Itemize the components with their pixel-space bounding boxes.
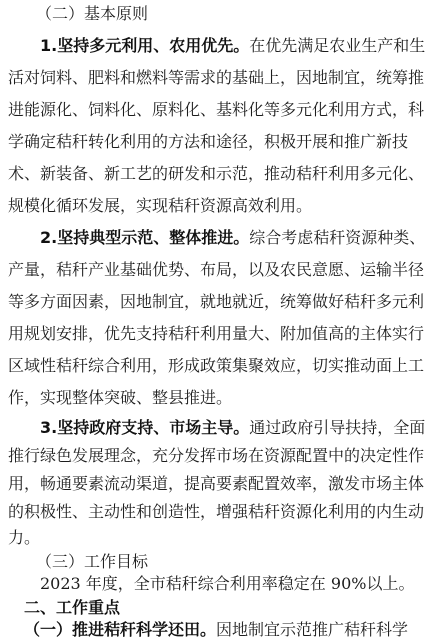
principle-1-line-3: 进能源化、饲料化、原料化、基料化等多元化利用方式，科 <box>8 100 425 119</box>
principle-3-line-1 <box>40 418 446 438</box>
principle-1-line-5: 术、新装备、新工艺的研发和示范，推动秸秆利用多元化、 <box>8 164 425 183</box>
section-heading-basic-principles: （二）基本原则 <box>36 4 149 23</box>
principle-1-line-4: 学确定秸秆转化利用的方法和途径，积极开展和推广新技 <box>8 132 409 151</box>
section-heading-goals: （三）工作目标 <box>36 552 446 572</box>
key-work-item-1 <box>24 620 446 640</box>
principle-1-title: 1.坚持多元利用、农用优先。 <box>40 36 250 55</box>
principle-2-line-5: 区域性秸秆综合利用，形成政策集聚效应，切实推动面上工 <box>8 356 425 375</box>
principle-3-line-4: 的积极性、主动性和创造性，增强秸秆资源化利用的内生动 <box>8 502 425 521</box>
principle-3-line-1-text: 通过政府引导扶持，全面 <box>249 418 426 437</box>
key-work-item-1-title: （一）推进秸秆科学还田。 <box>24 620 217 639</box>
principle-2-line-2: 产量，秸秆产业基础优势、布局，以及农民意愿、运输半径 <box>8 260 425 279</box>
principle-1-line-1-text: 在优先满足农业生产和生 <box>249 36 426 55</box>
principle-1-line-1 <box>40 36 446 56</box>
key-work-item-1-text: 因地制宜示范推广秸秆科学 <box>216 620 409 639</box>
section-heading-key-work: 二、工作重点 <box>24 598 121 617</box>
principle-2-line-6: 作，实现整体突破、整县推进。 <box>8 388 233 407</box>
principle-3-line-5: 力。 <box>8 528 41 547</box>
principle-3-title: 3.坚持政府支持、市场主导。 <box>40 418 250 437</box>
principle-2-line-4: 用规划安排，优先支持秸秆利用量大、附加值高的主体实行 <box>8 324 425 343</box>
principle-3-line-2: 推行绿色发展理念，充分发挥市场在资源配置中的决定性作 <box>8 446 425 465</box>
principle-1-line-2: 活对饲料、肥料和燃料等需求的基础上，因地制宜，统筹推 <box>8 68 425 87</box>
principle-2-line-3: 等多方面因素，因地制宜，就地就近，统筹做好秸秆多元利 <box>8 292 425 311</box>
principle-2-line-1-text: 综合考虑秸秆资源种类、 <box>249 228 426 247</box>
goals-text: 2023 年度，全市秸秆综合利用率稳定在 90%以上。 <box>40 574 415 593</box>
principle-2-line-1 <box>40 228 446 248</box>
principle-1-line-6: 规模化循环发展，实现秸秆资源高效利用。 <box>8 196 313 215</box>
principle-3-line-3: 用，畅通要素流动渠道，提高要素配置效率，激发市场主体 <box>8 474 425 493</box>
principle-2-title: 2.坚持典型示范、整体推进。 <box>40 228 250 247</box>
